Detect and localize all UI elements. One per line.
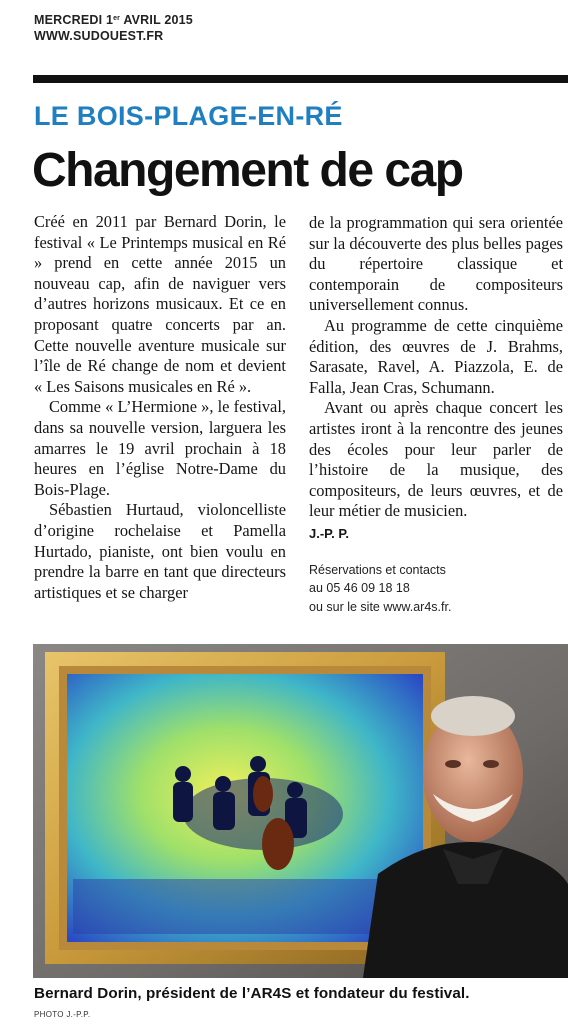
photo-credit: PHOTO J.-P.P. bbox=[34, 1010, 91, 1019]
article-column-2 bbox=[309, 213, 563, 616]
photo-of-man-with-painting-icon bbox=[33, 644, 568, 978]
dateline bbox=[34, 12, 193, 44]
paragraph: Comme « L’Hermione », le festival, dans sa nouvelle version, larguera les amarres le 19 avril prochain à 18 heures en l’église Notre-Dame du Bois-Plage. bbox=[34, 397, 286, 499]
article-column-1 bbox=[34, 212, 286, 603]
section-kicker: LE BOIS-PLAGE-EN-RÉ bbox=[34, 101, 343, 131]
paragraph: Au programme de cette cinquième édition, des œuvres de J. Brahms, Sarasate, Ravel, A. Piazzola, E. de Falla, Jean Cras, Schumann. bbox=[309, 315, 563, 397]
header-rule bbox=[33, 75, 568, 83]
paragraph: Sébastien Hurtaud, violoncelliste d’origine rochelaise et Pamella Hurtado, pianiste, ont bien voulu en prendre la barre en tant que directeurs artistiques et se charger bbox=[34, 500, 286, 602]
info-line: Réservations et contacts bbox=[309, 562, 446, 577]
reservation-info bbox=[309, 561, 563, 617]
paragraph: Avant ou après chaque concert les artistes iront à la rencontre des jeunes des écoles pour leur parler de l’histoire de la musique, des compositeurs, de leurs œuvres, et de leur métier de musicien. bbox=[309, 398, 563, 521]
author-signature: J.-P. P. bbox=[309, 525, 349, 541]
website-url: WWW.SUDOUEST.FR bbox=[34, 29, 164, 43]
publication-date: MERCREDI 1er AVRIL 2015 bbox=[34, 13, 193, 27]
paragraph: Créé en 2011 par Bernard Dorin, le festival « Le Printemps musical en Ré » prend en cette année 2015 un nouveau cap, afin de naviguer vers d’autres horizons musicaux. Et ce en proposant quatre concerts par an. Cette nouvelle aventure musicale sur l’île de Ré change de nom et devient « Les Saisons musicales en Ré ». bbox=[34, 212, 286, 396]
photo-caption: Bernard Dorin, président de l’AR4S et fondateur du festival. bbox=[34, 985, 470, 1002]
info-line: ou sur le site www.ar4s.fr. bbox=[309, 599, 452, 614]
info-line: au 05 46 09 18 18 bbox=[309, 581, 410, 595]
article-headline: Changement de cap bbox=[32, 144, 463, 197]
article-photo bbox=[33, 644, 568, 978]
paragraph: de la programmation qui sera orientée sur la découverte des plus belles pages du répertoire classique et contemporain de compositeurs universellement connus. bbox=[309, 213, 563, 315]
